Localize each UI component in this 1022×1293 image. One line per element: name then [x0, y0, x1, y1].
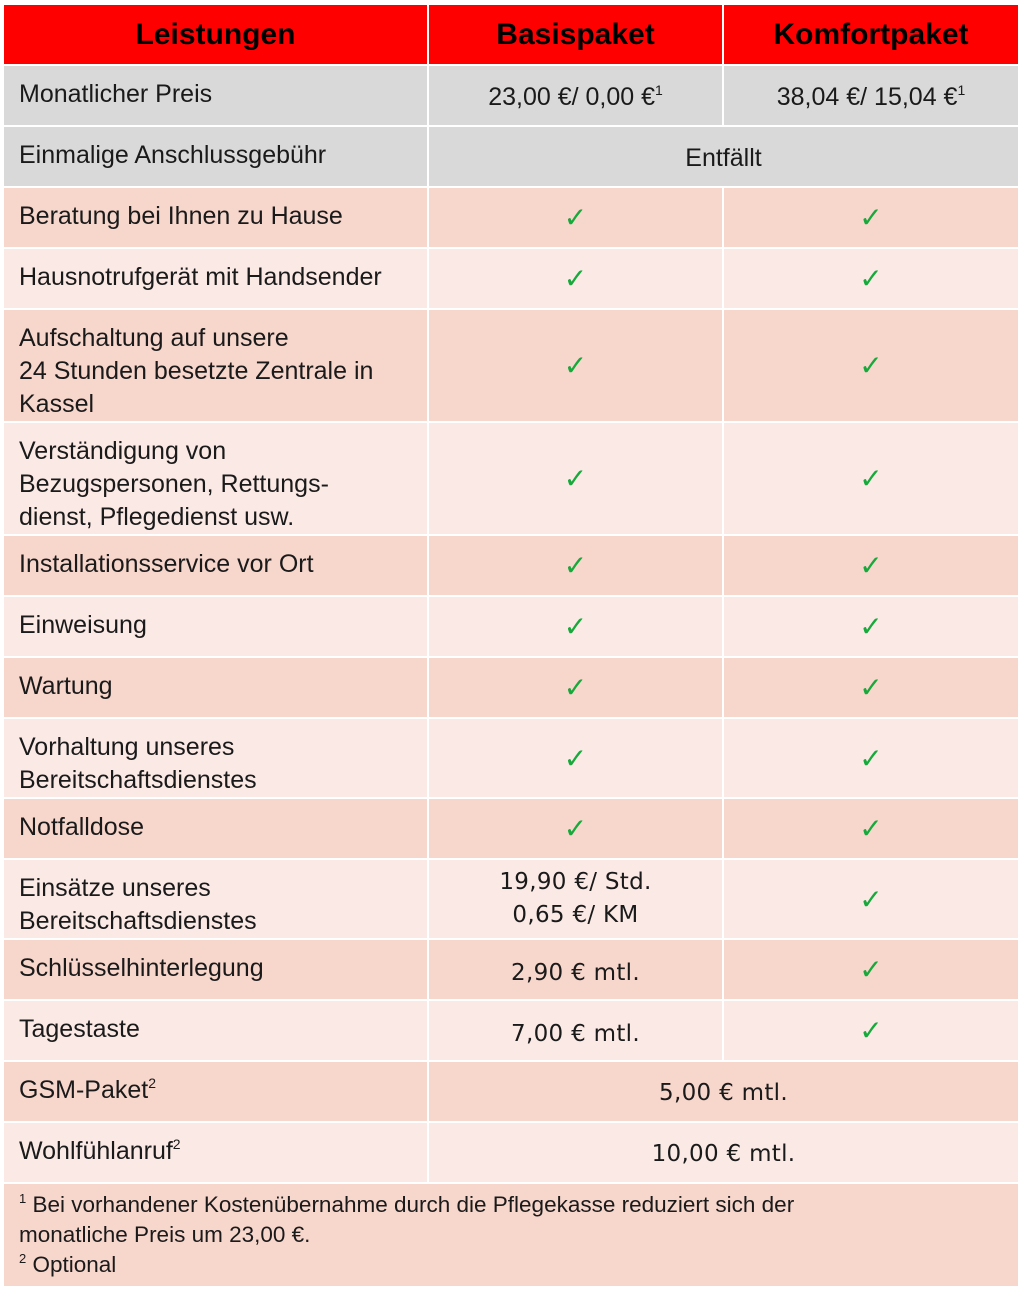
- table-row: [3, 1061, 1019, 1122]
- table-row: [3, 798, 1019, 859]
- komfort-cell: [723, 798, 1019, 859]
- table-row: [3, 939, 1019, 1000]
- checkmark-icon: ✓: [859, 1014, 883, 1047]
- komfort-cell: [723, 535, 1019, 596]
- row-label: Einmalige Anschlussgebühr: [3, 126, 428, 187]
- checkmark-icon: ✓: [563, 349, 588, 382]
- row-label: [3, 718, 428, 798]
- row-label: Einweisung: [3, 596, 428, 657]
- table-header-row: [3, 4, 1019, 65]
- footnote-mark: 2: [148, 1075, 156, 1091]
- basis-cell: [428, 596, 723, 657]
- row-label: Tagestaste: [3, 1000, 428, 1061]
- komfort-cell: [723, 248, 1019, 309]
- row-label: [3, 859, 428, 939]
- komfort-cell: [723, 939, 1019, 1000]
- checkmark-icon: ✓: [859, 953, 883, 986]
- table-row: [3, 126, 1019, 187]
- footnote-mark: 1: [655, 82, 663, 98]
- row-label-line: Bezugspersonen, Rettungs-: [19, 470, 329, 498]
- basis-cell: [428, 248, 723, 309]
- footnote-1-text: Bei vorhandener Kostenübernahme durch die Pflegekasse reduziert sich der: [26, 1192, 795, 1217]
- checkmark-icon: ✓: [859, 262, 883, 295]
- komfort-price: 38,04 €/ 15,04 €: [776, 83, 958, 111]
- row-label-line: 24 Stunden besetzte Zentrale in: [19, 357, 374, 385]
- row-label-line: Vorhaltung unseres: [19, 733, 235, 761]
- komfort-cell: [723, 657, 1019, 718]
- row-label: Hausnotrufgerät mit Handsender: [3, 248, 428, 309]
- footnote-2: [19, 1250, 1008, 1280]
- header-basispaket: Basispaket: [428, 4, 723, 65]
- table-row: [3, 248, 1019, 309]
- checkmark-icon: ✓: [859, 812, 883, 845]
- row-label-line: Bereitschaftsdienstes: [19, 766, 257, 794]
- checkmark-icon: ✓: [563, 201, 588, 234]
- checkmark-icon: ✓: [563, 462, 588, 495]
- checkmark-icon: ✓: [859, 671, 883, 704]
- komfort-cell: [723, 718, 1019, 798]
- basis-value-line: 0,65 €/ KM: [512, 902, 639, 928]
- basis-cell: [428, 718, 723, 798]
- komfort-cell: [723, 309, 1019, 422]
- basis-cell: [428, 309, 723, 422]
- footnote-2-text: Optional: [26, 1252, 117, 1277]
- table-row: [3, 657, 1019, 718]
- komfort-price-cell: [723, 65, 1019, 126]
- checkmark-icon: ✓: [859, 349, 883, 382]
- basis-cell: [428, 657, 723, 718]
- basis-cell: [428, 535, 723, 596]
- footnote-mark: 2: [172, 1136, 181, 1152]
- basis-cell: [428, 187, 723, 248]
- checkmark-icon: ✓: [563, 741, 588, 775]
- basis-price: 23,00 €/ 0,00 €: [488, 83, 655, 111]
- basis-cell: [428, 859, 723, 939]
- checkmark-icon: ✓: [563, 812, 588, 845]
- checkmark-icon: ✓: [859, 741, 883, 775]
- footnotes: [3, 1183, 1019, 1287]
- checkmark-icon: ✓: [563, 671, 588, 704]
- footnote-row: [3, 1183, 1019, 1287]
- basis-value-line: 19,90 €/ Std.: [499, 869, 652, 895]
- table-row: [3, 1122, 1019, 1183]
- row-label-line: Verständigung von: [19, 437, 227, 465]
- row-label-line: Bereitschaftsdienstes: [19, 907, 257, 935]
- row-label: Schlüsselhinterlegung: [3, 939, 428, 1000]
- table-row: [3, 718, 1019, 798]
- checkmark-icon: ✓: [859, 462, 883, 495]
- row-label-text: Wohlfühlanruf: [19, 1137, 173, 1165]
- row-label: [3, 1061, 428, 1122]
- row-label: Installationsservice vor Ort: [3, 535, 428, 596]
- row-label: Wartung: [3, 657, 428, 718]
- checkmark-icon: ✓: [859, 882, 883, 916]
- row-label: [3, 309, 428, 422]
- pricing-table: [2, 3, 1020, 1288]
- checkmark-icon: ✓: [563, 262, 588, 295]
- footnote-1-continued: monatliche Preis um 23,00 €.: [19, 1222, 311, 1247]
- footnote-mark: 1: [19, 1191, 27, 1206]
- row-label-text: Monatlicher Preis: [19, 80, 213, 108]
- merged-value: Entfällt: [428, 126, 1019, 187]
- komfort-cell: [723, 422, 1019, 535]
- checkmark-icon: ✓: [859, 201, 883, 234]
- komfort-cell: [723, 859, 1019, 939]
- checkmark-icon: ✓: [563, 549, 588, 582]
- table-row: [3, 309, 1019, 422]
- table-row: [3, 596, 1019, 657]
- table-row: [3, 859, 1019, 939]
- row-label-line: Kassel: [19, 390, 95, 418]
- row-label-text: GSM-Paket: [19, 1076, 149, 1104]
- row-label: [3, 1122, 428, 1183]
- table-row: [3, 422, 1019, 535]
- komfort-cell: [723, 1000, 1019, 1061]
- table-row: [3, 1000, 1019, 1061]
- table-row: [3, 187, 1019, 248]
- row-label: [3, 422, 428, 535]
- komfort-cell: [723, 187, 1019, 248]
- komfort-cell: [723, 596, 1019, 657]
- checkmark-icon: ✓: [859, 549, 883, 582]
- row-label: Beratung bei Ihnen zu Hause: [3, 187, 428, 248]
- merged-value: 5,00 € mtl.: [428, 1061, 1019, 1122]
- row-label-line: dienst, Pflegedienst usw.: [19, 503, 295, 531]
- header-leistungen: Leistungen: [3, 4, 428, 65]
- basis-cell: [428, 798, 723, 859]
- header-komfortpaket: Komfortpaket: [723, 4, 1019, 65]
- basis-price-cell: [428, 65, 723, 126]
- table-row: [3, 535, 1019, 596]
- footnote-mark: 1: [957, 82, 966, 98]
- checkmark-icon: ✓: [563, 610, 588, 643]
- basis-cell: 2,90 € mtl.: [428, 939, 723, 1000]
- merged-value: 10,00 € mtl.: [428, 1122, 1019, 1183]
- row-label: Notfalldose: [3, 798, 428, 859]
- row-label-line: Aufschaltung auf unsere: [19, 324, 289, 352]
- footnote-mark: 2: [19, 1251, 27, 1266]
- footnote-1: [19, 1190, 1008, 1220]
- table-row: [3, 65, 1019, 126]
- basis-cell: [428, 422, 723, 535]
- checkmark-icon: ✓: [859, 610, 883, 643]
- row-label: [3, 65, 428, 126]
- row-label-line: Einsätze unseres: [19, 874, 211, 902]
- basis-cell: 7,00 € mtl.: [428, 1000, 723, 1061]
